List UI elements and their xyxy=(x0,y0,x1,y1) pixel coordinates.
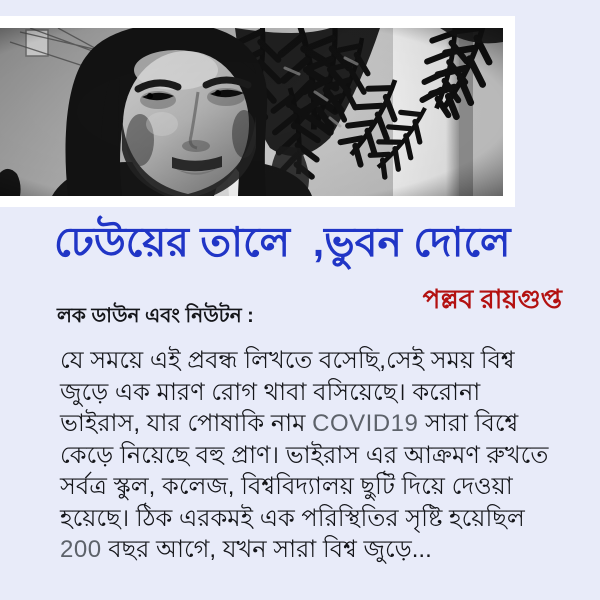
body-line xyxy=(60,377,572,409)
portrait-photo-illustration xyxy=(0,28,503,196)
article-title: ঢেউয়ের তালে ,ভুবন দোলে xyxy=(54,219,511,265)
author-name: পল্লব রায়গুপ্ত xyxy=(422,284,562,314)
bengali-text: হয়েছে। ঠিক এরকমই এক পরিস্থিতির সৃষ্টি হয়েছিল xyxy=(60,504,525,532)
latin-text: COVID19 xyxy=(312,410,419,437)
body-line xyxy=(60,345,572,377)
section-label: লক ডাউন এবং নিউটন : xyxy=(57,305,254,327)
article-body xyxy=(60,345,572,566)
portrait-photo xyxy=(0,28,503,196)
bengali-text: জুড়ে এক মারণ রোগ থাবা বসিয়েছে। করোনা xyxy=(60,378,481,406)
body-line xyxy=(60,440,572,472)
photo-vignette xyxy=(0,28,503,196)
latin-text: 200 xyxy=(60,536,102,563)
bengali-text: কেড়ে নিয়েছে বহু প্রাণ। ভাইরাস এর আক্রমণ রুখতে xyxy=(60,441,549,469)
bengali-text: বছর আগে, যখন সারা বিশ্ব জুড়ে... xyxy=(101,536,432,563)
body-line xyxy=(60,503,572,535)
photo-card xyxy=(0,16,515,207)
bengali-text: সারা বিশ্বে xyxy=(418,410,519,437)
body-line xyxy=(60,408,572,440)
body-line xyxy=(60,471,572,503)
bengali-text: সর্বত্র স্কুল, কলেজ, বিশ্ববিদ্যালয় ছুটি দিয়ে দেওয়া xyxy=(60,473,513,500)
bengali-text: যে সময়ে এই প্রবন্ধ লিখতে বসেছি,সেই সময় বিশ্ব xyxy=(60,347,515,374)
bengali-text: ভাইরাস, যার পোষাকি নাম xyxy=(60,410,313,437)
body-line xyxy=(60,534,572,566)
